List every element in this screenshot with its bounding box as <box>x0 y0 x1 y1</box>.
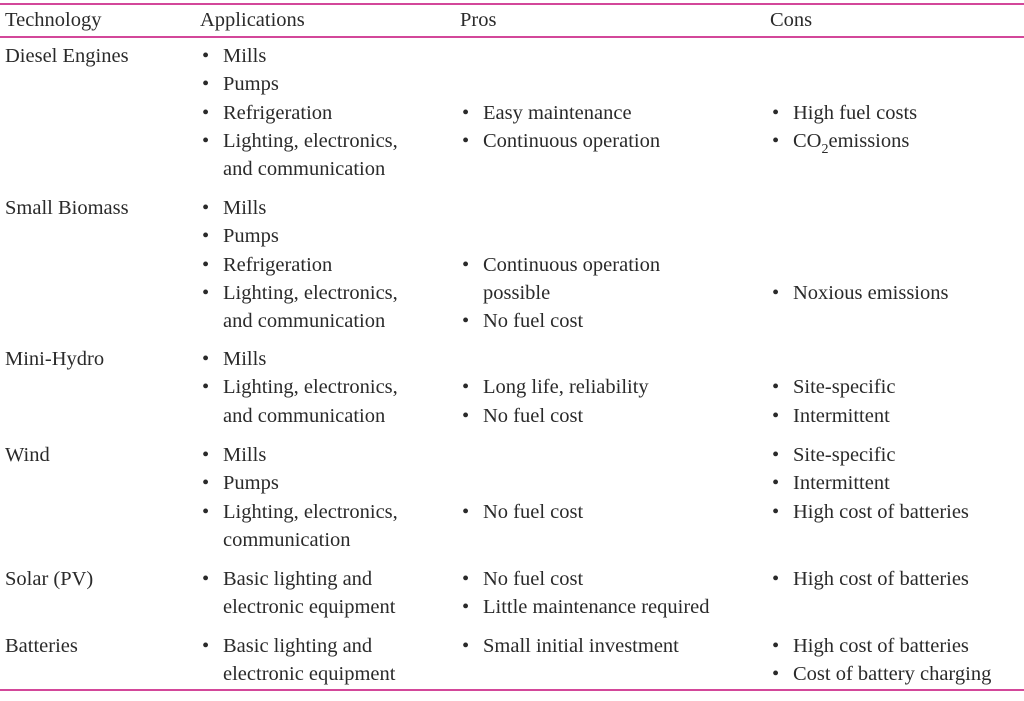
list-item: • No fuel cost <box>460 498 760 526</box>
co2-subscript: 2 <box>821 141 829 157</box>
list-item: • Pumps <box>200 469 450 497</box>
continuation-text: electronic equipment <box>223 596 396 619</box>
list-item: • Long life, reliability <box>460 373 760 401</box>
technology-name: Batteries <box>5 635 78 657</box>
technology-name: Small Biomass <box>5 197 129 219</box>
applications-list <box>200 345 450 430</box>
continuation-text: communication <box>223 528 351 551</box>
list-item: • No fuel cost <box>460 307 760 335</box>
list-item: • Mills <box>200 441 450 469</box>
list-item-co2-emissions <box>770 127 1024 158</box>
continuation-text: possible <box>483 281 551 304</box>
list-item: • High cost of batteries <box>770 565 1024 593</box>
list-item-continuation <box>200 660 450 688</box>
list-item: • Site-specific <box>770 373 1024 401</box>
header-pros: Pros <box>460 9 497 31</box>
list-item: • Lighting, electronics, <box>200 498 450 526</box>
pros-list <box>460 498 760 526</box>
pros-list <box>460 632 760 660</box>
list-item: • Basic lighting and <box>200 565 450 593</box>
list-item: • Mills <box>200 345 450 373</box>
list-item: • No fuel cost <box>460 402 760 430</box>
list-item: • Noxious emissions <box>770 279 1024 307</box>
list-item: • Continuous operation <box>460 251 760 279</box>
list-item: • Pumps <box>200 222 450 250</box>
list-item: • Mills <box>200 42 450 70</box>
continuation-text: and communication <box>223 310 386 333</box>
list-item: • Refrigeration <box>200 99 450 127</box>
list-item: • High fuel costs <box>770 99 1024 127</box>
list-item: • Lighting, electronics, <box>200 127 450 155</box>
technology-name: Diesel Engines <box>5 45 129 67</box>
list-item-continuation <box>200 307 450 335</box>
cons-list <box>770 373 1024 430</box>
pros-list <box>460 251 760 336</box>
list-item-continuation <box>460 279 760 307</box>
applications-list <box>200 194 450 335</box>
list-item: • Easy maintenance <box>460 99 760 127</box>
list-item: • Mills <box>200 194 450 222</box>
continuation-text: electronic equipment <box>223 663 396 686</box>
list-item: • Little maintenance required <box>460 593 760 621</box>
list-item: • High cost of batteries <box>770 632 1024 660</box>
header-rule <box>0 36 1024 38</box>
list-item: • Site-specific <box>770 441 1024 469</box>
list-item: • Continuous operation <box>460 127 760 155</box>
co2-text: CO <box>793 129 822 152</box>
cons-list <box>770 99 1024 159</box>
cons-list <box>770 632 1024 689</box>
cons-list <box>770 441 1024 526</box>
list-item: • Intermittent <box>770 402 1024 430</box>
header-applications: Applications <box>200 9 305 31</box>
list-item: • Cost of battery charging <box>770 660 1024 688</box>
pros-list <box>460 373 760 430</box>
list-item: • Pumps <box>200 70 450 98</box>
list-item: • No fuel cost <box>460 565 760 593</box>
bottom-rule <box>0 689 1024 691</box>
list-item: • Lighting, electronics, <box>200 279 450 307</box>
list-item: • Lighting, electronics, <box>200 373 450 401</box>
top-rule <box>0 3 1024 5</box>
list-item-continuation <box>200 526 450 554</box>
continuation-text: and communication <box>223 404 386 427</box>
continuation-text: and communication <box>223 158 386 181</box>
cons-list <box>770 279 1024 307</box>
cons-list <box>770 565 1024 593</box>
list-item: • Intermittent <box>770 469 1024 497</box>
list-item: • High cost of batteries <box>770 498 1024 526</box>
header-technology: Technology <box>5 9 102 31</box>
pros-list <box>460 99 760 156</box>
list-item: • Basic lighting and <box>200 632 450 660</box>
list-item-continuation <box>200 402 450 430</box>
list-item-continuation <box>200 593 450 621</box>
applications-list <box>200 565 450 622</box>
technology-name: Wind <box>5 444 50 466</box>
co2-rest-text: emissions <box>828 129 910 152</box>
pros-list <box>460 565 760 622</box>
list-item-continuation <box>200 155 450 183</box>
header-cons: Cons <box>770 9 813 31</box>
applications-list <box>200 441 450 554</box>
list-item: • Small initial investment <box>460 632 760 660</box>
applications-list <box>200 42 450 183</box>
applications-list <box>200 632 450 689</box>
table-header <box>0 6 1024 34</box>
technology-name: Mini-Hydro <box>5 348 105 370</box>
technology-name: Solar (PV) <box>5 568 94 590</box>
list-item: • Refrigeration <box>200 251 450 279</box>
